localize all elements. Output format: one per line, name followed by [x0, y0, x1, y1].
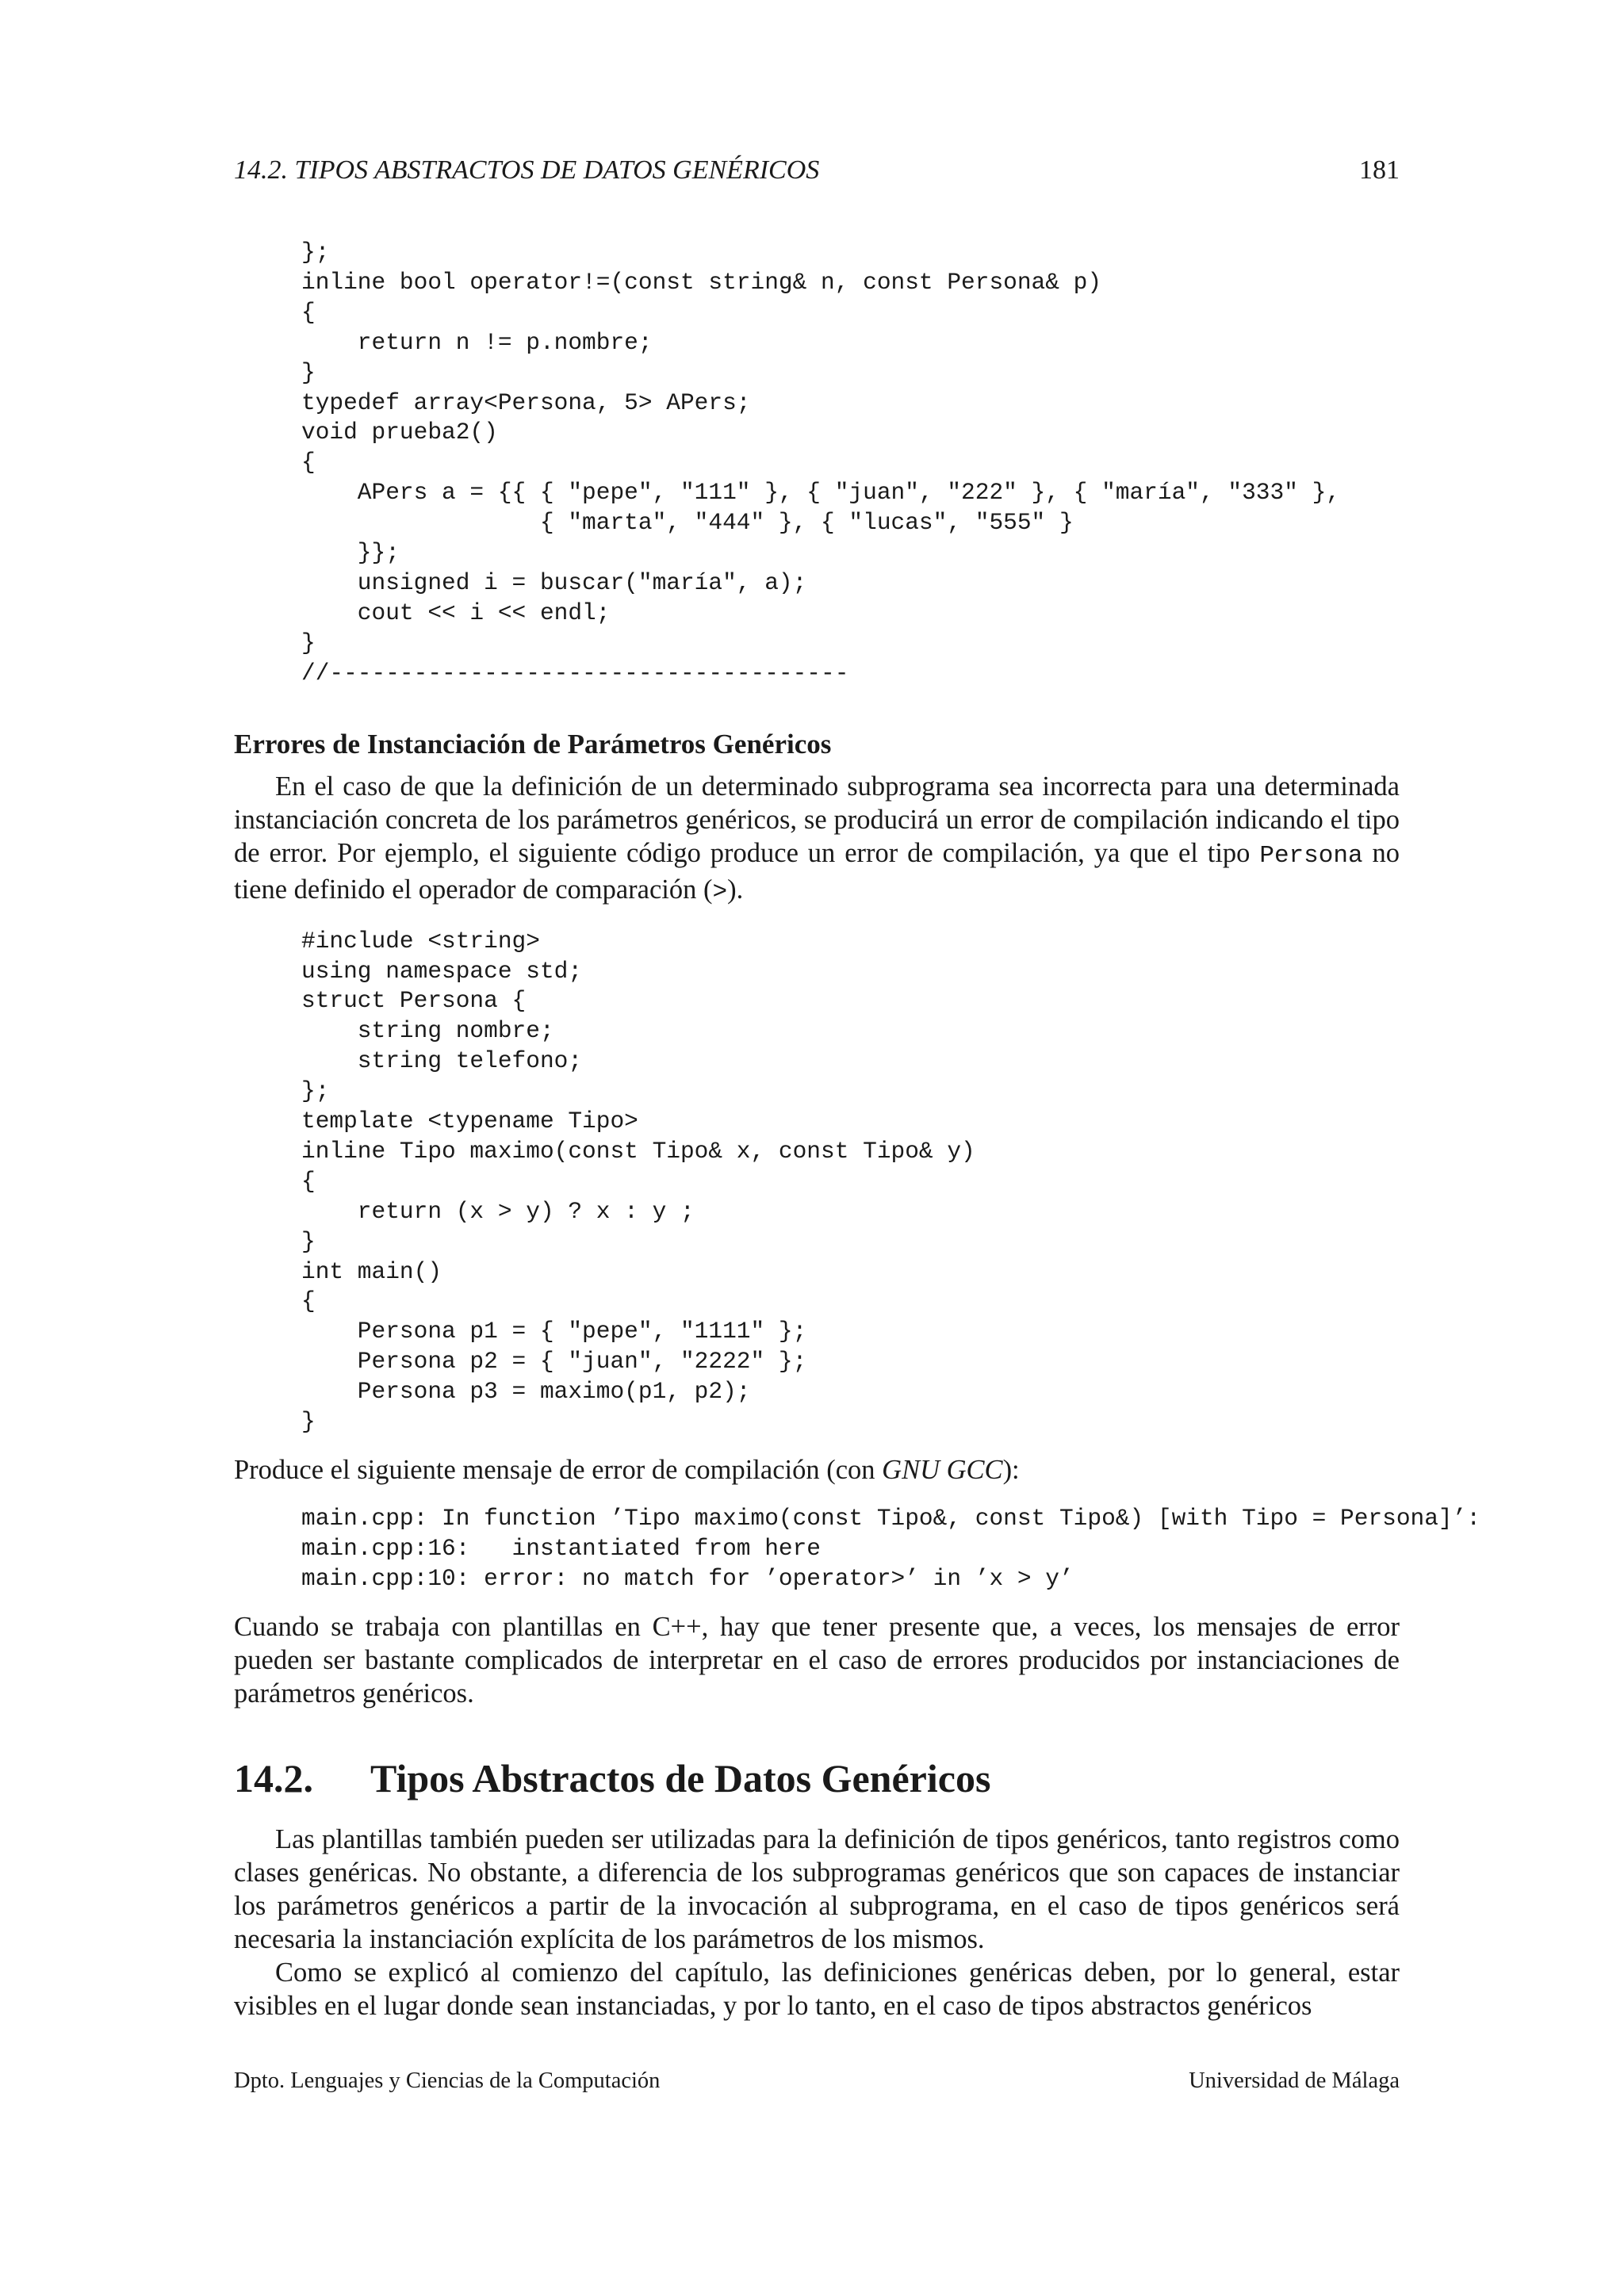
paragraph-text: En el caso de que la definición de un determinado subprograma sea incorrecta para una determinada instanciación concreta de los parámetros genéricos, se producirá un error de compilación indicando el tipo de error. Por ejemplo, el siguiente código produce un error de compilación, ya que el tipo: [234, 771, 1400, 868]
code-block-maximo: #include <string> using namespace std; struct Persona { string nombre; string telefono; }; template <typename Tipo> inline Tipo maximo(const Tipo& x, const Tipo& y) { return (x > y) ? x : y ; } int main() { Persona p1 = { "pepe", "1111" }; Persona p2 = { "juan", "2222" }; Persona p3 = maximo(p1, p2); }: [301, 927, 975, 1436]
page-number: 181: [1359, 155, 1400, 185]
section-heading: [234, 1755, 1400, 1802]
footer-university: Universidad de Málaga: [1189, 2068, 1400, 2093]
section-number: 14.2.: [234, 1755, 313, 1800]
page-body: [234, 238, 1481, 2022]
paragraph-text: no tiene definido el operador de comparación (: [234, 837, 1400, 905]
paragraph-templates-note: Cuando se trabaja con plantillas en C++, hay que tener presente que, a veces, los mensajes de error pueden ser bastante complicados de interpretar en el caso de errores producidos por instanciaciones de parámetros genéricos.: [234, 1611, 1400, 1709]
page-footer: [234, 2068, 1400, 2094]
paragraph-compiler-message: [234, 1453, 1400, 1487]
inline-code-persona: Persona: [1259, 841, 1363, 870]
paragraph-instantiation-errors: [234, 770, 1400, 909]
running-title: 14.2. TIPOS ABSTRACTOS DE DATOS GENÉRICOS: [234, 155, 820, 185]
subsection-title: Errores de Instanciación de Parámetros Genéricos: [234, 728, 832, 760]
footer-department: Dpto. Lenguajes y Ciencias de la Computación: [234, 2068, 661, 2093]
code-block-prueba2: }; inline bool operator!=(const string& n, const Persona& p) { return n != p.nombre; } typedef array<Persona, 5> APers; void prueba2() { APers a = {{ { "pepe", "111" }, { "juan", "222" }, { "maría", "333" }, { "marta", "444" }, { "lucas", "555" } }}; unsigned i = buscar("maría", a); cout << i << endl; } //-------------------------------------: [301, 239, 1341, 687]
running-header: [234, 155, 1400, 195]
paragraph-text: ):: [1002, 1455, 1020, 1485]
section-title: Tipos Abstractos de Datos Genéricos: [370, 1755, 991, 1800]
code-block-error-output: main.cpp: In function ’Tipo maximo(const Tipo&, const Tipo&) [with Tipo = Persona]’: main.cpp:16: instantiated from here main.cpp:10: error: no match for ’operator>’ in ’x > y’: [301, 1505, 1481, 1592]
inline-code-operator: >: [712, 878, 728, 906]
compiler-name: GNU GCC: [882, 1455, 1003, 1485]
paragraph-visibility: Como se explicó al comienzo del capítulo, las definiciones genéricas deben, por lo general, estar visibles en el lugar donde sean instanciadas, y por lo tanto, en el caso de tipos abstractos genéricos: [234, 1957, 1400, 2021]
paragraph-generic-types: Las plantillas también pueden ser utilizadas para la definición de tipos genéricos, tanto registros como clases genéricas. No obstante, a diferencia de los subprogramas genéricos que son capaces de instanciar los parámetros genéricos a partir de la invocación al subprograma, en el caso de tipos genéricos será necesaria la instanciación explícita de los parámetros de los mismos.: [234, 1823, 1400, 1954]
paragraph-text: ).: [727, 874, 744, 905]
paragraph-text: Produce el siguiente mensaje de error de compilación (con: [234, 1455, 883, 1485]
